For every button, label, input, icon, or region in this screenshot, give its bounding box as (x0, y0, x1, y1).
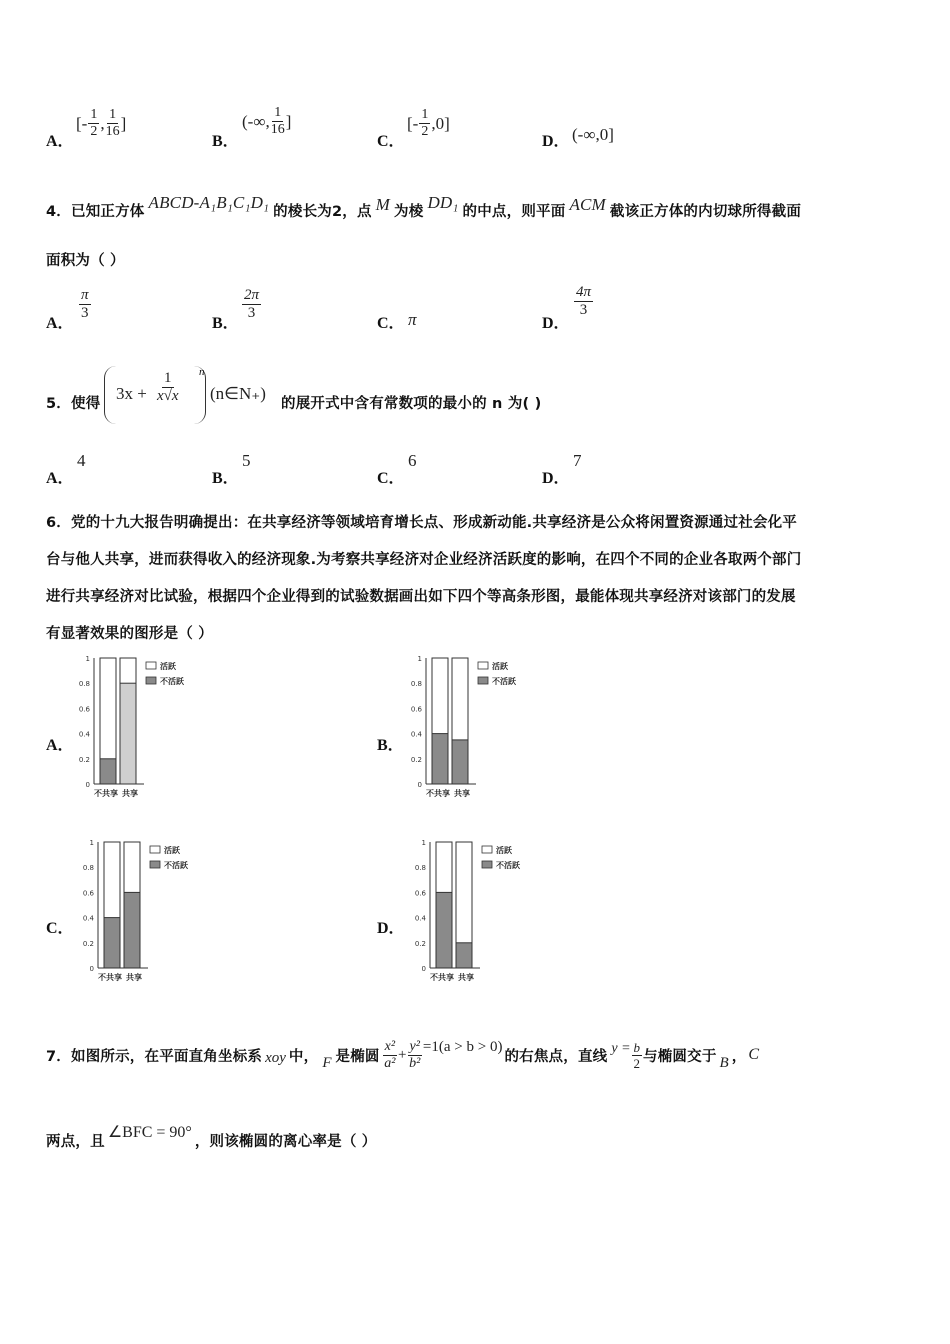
q3-a-den2: 16 (105, 124, 120, 139)
chart-b (408, 650, 538, 802)
q3-a-frac1 (88, 108, 99, 139)
q6-option-a-letter[interactable]: A． (46, 737, 74, 754)
bar-inactive-segment (436, 892, 452, 968)
q6-line-4: 有显著效果的图形是（ ） (46, 626, 213, 642)
legend-label: 活跃 (496, 846, 512, 855)
y-tick-label: 0.6 (414, 889, 426, 898)
q3-a-right: ] (120, 113, 127, 133)
q5-prefix: 5．使得 (46, 396, 101, 412)
q4-stem (46, 192, 802, 221)
q3-option-d-letter[interactable]: D． (542, 133, 570, 150)
q7-angle: ∠BFC = 90° (107, 1124, 192, 1141)
q7-F: F (322, 1054, 332, 1071)
legend-swatch (478, 662, 488, 669)
q3-a-comma: , (100, 113, 105, 133)
q3-a-den1: 2 (90, 124, 98, 139)
q7-line2 (46, 1120, 376, 1160)
q4-mid4: 截该正方体的内切球所得截面 (609, 204, 802, 220)
q7-mid: 的右焦点，直线 (504, 1048, 608, 1065)
q4-line2: 面积为（ ） (46, 253, 125, 269)
q5-option-b-value: 5 (242, 451, 251, 470)
q6-line-3: 进行共享经济对比试验，根据四个企业得到的试验数据画出如下四个等高条形图，最能体现共享经济对该部门的发展 (46, 589, 796, 605)
q7-xoy: xoy (265, 1049, 286, 1066)
q4-d-num: 4π (576, 284, 592, 300)
y-tick-label: 0.2 (414, 939, 426, 948)
q3-b-frac (271, 106, 285, 137)
q4-b-num: 2π (244, 287, 260, 303)
q7-comma: ， (731, 1048, 747, 1065)
q3-c-den: 2 (421, 124, 429, 139)
y-tick-label: 0.4 (78, 730, 90, 739)
q7-a2: a² (384, 1055, 396, 1071)
q5-power: n (199, 366, 205, 378)
y-tick-label: 1 (85, 655, 90, 663)
q7-stem (46, 1025, 759, 1085)
q3-a-left: [- (76, 113, 88, 133)
q3-a-num1: 1 (90, 107, 98, 122)
bar-inactive-segment (452, 740, 468, 784)
q4-plane: ACM (569, 194, 606, 214)
bar-inactive-segment (120, 683, 136, 784)
q4-a-num: π (81, 287, 89, 303)
q7-line2b: ，则该椭圆的离心率是（ ） (194, 1133, 377, 1150)
chart-d (412, 834, 542, 986)
q5-option-c-value: 6 (408, 451, 417, 470)
legend-label: 不活跃 (164, 861, 188, 870)
q3-option-b-expr (242, 106, 291, 137)
y-tick-label: 0.2 (410, 755, 422, 764)
y-tick-label: 0.6 (78, 705, 90, 714)
y-tick-label: 0.4 (82, 914, 94, 923)
q5-frac (157, 371, 179, 404)
q6-line-2: 台与他人共享，进而获得收入的经济现象.为考察共享经济对企业经济活跃度的影响，在四个不同的企业各取两个部门 (46, 552, 802, 568)
q3-b-den: 16 (270, 122, 285, 137)
y-tick-label: 1 (421, 839, 426, 847)
q7-two: 2 (633, 1055, 641, 1071)
q7-mid2: 与椭圆交于 (643, 1048, 717, 1065)
q4-option-a-letter[interactable]: A． (46, 315, 74, 332)
q4-point: M (375, 194, 391, 214)
q3-option-a-letter[interactable]: A． (46, 133, 74, 150)
legend-label: 活跃 (160, 662, 176, 671)
q7-line2a: 两点，且 (46, 1133, 105, 1150)
q4-option-b-letter[interactable]: B． (212, 315, 239, 332)
q3-option-c-letter[interactable]: C． (377, 133, 405, 150)
q7-frac-y (408, 1040, 422, 1071)
q3-c-left: [- (407, 113, 419, 133)
q3-b-right: ] (285, 111, 292, 131)
legend-label: 活跃 (492, 662, 508, 671)
chart-a (76, 650, 206, 802)
q7-eq: =1(a > b > 0) (422, 1038, 503, 1055)
legend-swatch (146, 677, 156, 684)
x-tick-label: 共享 (122, 789, 138, 798)
q7-b2: b² (409, 1055, 421, 1071)
y-tick-label: 0.4 (410, 730, 422, 739)
q5-option-a-value: 4 (77, 451, 86, 470)
q3-c-frac (419, 108, 430, 139)
q7-b: b (633, 1039, 641, 1055)
bar-inactive-segment (124, 892, 140, 968)
q4-option-a-frac (79, 288, 91, 321)
q4-option-d-letter[interactable]: D． (542, 315, 570, 332)
q4-option-c-letter[interactable]: C． (377, 315, 405, 332)
q4-edge: DD₁ (427, 192, 459, 212)
q7-y-eq: y = (611, 1041, 631, 1056)
q4-cube: ABCD-A₁B₁C₁D₁ (148, 192, 270, 212)
y-tick-label: 0.2 (78, 755, 90, 764)
q3-option-c-expr (407, 108, 450, 139)
legend-swatch (150, 846, 160, 853)
x-tick-label: 共享 (458, 973, 474, 982)
legend-swatch (146, 662, 156, 669)
q4-option-c-value: π (408, 310, 417, 329)
q5-option-d-letter[interactable]: D． (542, 470, 570, 487)
q6-option-c-letter[interactable]: C． (46, 920, 74, 937)
q3-b-num: 1 (274, 105, 282, 120)
q6-line-1: 6．党的十九大报告明确提出：在共享经济等领域培育增长点、形成新动能.共享经济是公众将闲置资源通过社会化平 (46, 515, 797, 531)
q4-d-den: 3 (579, 302, 588, 318)
q5-cond: (n∈N₊) (210, 384, 266, 403)
q3-c-right: ,0] (431, 113, 450, 133)
legend-swatch (150, 861, 160, 868)
q5-frac-den: x√x (157, 388, 179, 404)
q4-mid2: 为棱 (394, 204, 424, 220)
y-tick-label: 0 (89, 965, 94, 973)
q5-option-d-value: 7 (573, 451, 582, 470)
legend-label: 不活跃 (492, 677, 516, 686)
y-tick-label: 0.6 (410, 705, 422, 714)
y-tick-label: 0.6 (82, 889, 94, 898)
q3-c-num: 1 (421, 107, 429, 122)
x-tick-label: 不共享 (94, 789, 118, 798)
q4-prefix: 4．已知正方体 (46, 204, 145, 220)
y-tick-label: 0.2 (82, 939, 94, 948)
y-tick-label: 0.8 (410, 680, 422, 689)
legend-swatch (478, 677, 488, 684)
y-tick-label: 1 (417, 655, 422, 663)
legend-swatch (482, 861, 492, 868)
q6-option-b-letter[interactable]: B． (377, 737, 404, 754)
q5-option-b-letter[interactable]: B． (212, 470, 239, 487)
y-tick-label: 1 (89, 839, 94, 847)
q5-suffix: 的展开式中含有常数项的最小的 n 为( ) (281, 396, 542, 412)
q3-a-frac2 (106, 108, 120, 139)
q5-option-a-letter[interactable]: A． (46, 470, 74, 487)
y-tick-label: 0 (417, 781, 422, 789)
q4-mid1: 的棱长为2，点 (273, 204, 372, 220)
q7-C: C (748, 1046, 760, 1063)
q4-option-b-frac (242, 288, 261, 321)
q7-y2: y² (409, 1038, 420, 1054)
q5-option-c-letter[interactable]: C． (377, 470, 405, 487)
y-tick-label: 0 (85, 781, 90, 789)
q3-options (0, 100, 950, 160)
q4-mid3: 的中点，则平面 (462, 204, 566, 220)
bar-inactive-segment (456, 943, 472, 968)
x-tick-label: 不共享 (426, 789, 450, 798)
legend-label: 不活跃 (160, 677, 184, 686)
x-tick-label: 共享 (126, 973, 142, 982)
legend-label: 不活跃 (496, 861, 520, 870)
q5-expr-a: 3x + (116, 384, 147, 403)
bar-inactive-segment (100, 759, 116, 784)
q7-plus: + (398, 1046, 407, 1063)
q7-shi: 是椭圆 (335, 1048, 380, 1065)
q4-option-d-frac (574, 285, 593, 318)
q3-b-left: (-∞, (242, 111, 270, 131)
x-tick-label: 不共享 (98, 973, 122, 982)
q6-option-d-letter[interactable]: D． (377, 920, 405, 937)
q3-a-num2: 1 (109, 107, 117, 122)
y-tick-label: 0 (421, 965, 426, 973)
q5-frac-num: 1 (164, 370, 172, 386)
legend-label: 活跃 (164, 846, 180, 855)
q7-B: B (719, 1054, 729, 1071)
y-tick-label: 0.8 (414, 864, 426, 873)
q3-option-a-expr (76, 108, 126, 139)
y-tick-label: 0.4 (414, 914, 426, 923)
q7-x2: x² (384, 1038, 396, 1054)
q7-prefix: 7．如图所示，在平面直角坐标系 (46, 1048, 263, 1065)
q3-option-b-letter[interactable]: B． (212, 133, 239, 150)
bar-inactive-segment (432, 734, 448, 784)
x-tick-label: 不共享 (430, 973, 454, 982)
q7-zhong: 中， (288, 1048, 319, 1065)
y-tick-label: 0.8 (82, 864, 94, 873)
q3-option-d-expr: (-∞,0] (572, 125, 614, 144)
bar-inactive-segment (104, 918, 120, 968)
q4-a-den: 3 (81, 305, 89, 321)
x-tick-label: 共享 (454, 789, 470, 798)
y-tick-label: 0.8 (78, 680, 90, 689)
q4-b-den: 3 (247, 305, 256, 321)
chart-c (80, 834, 210, 986)
legend-swatch (482, 846, 492, 853)
q7-frac-x (383, 1040, 397, 1071)
q7-frac-b (632, 1041, 643, 1070)
